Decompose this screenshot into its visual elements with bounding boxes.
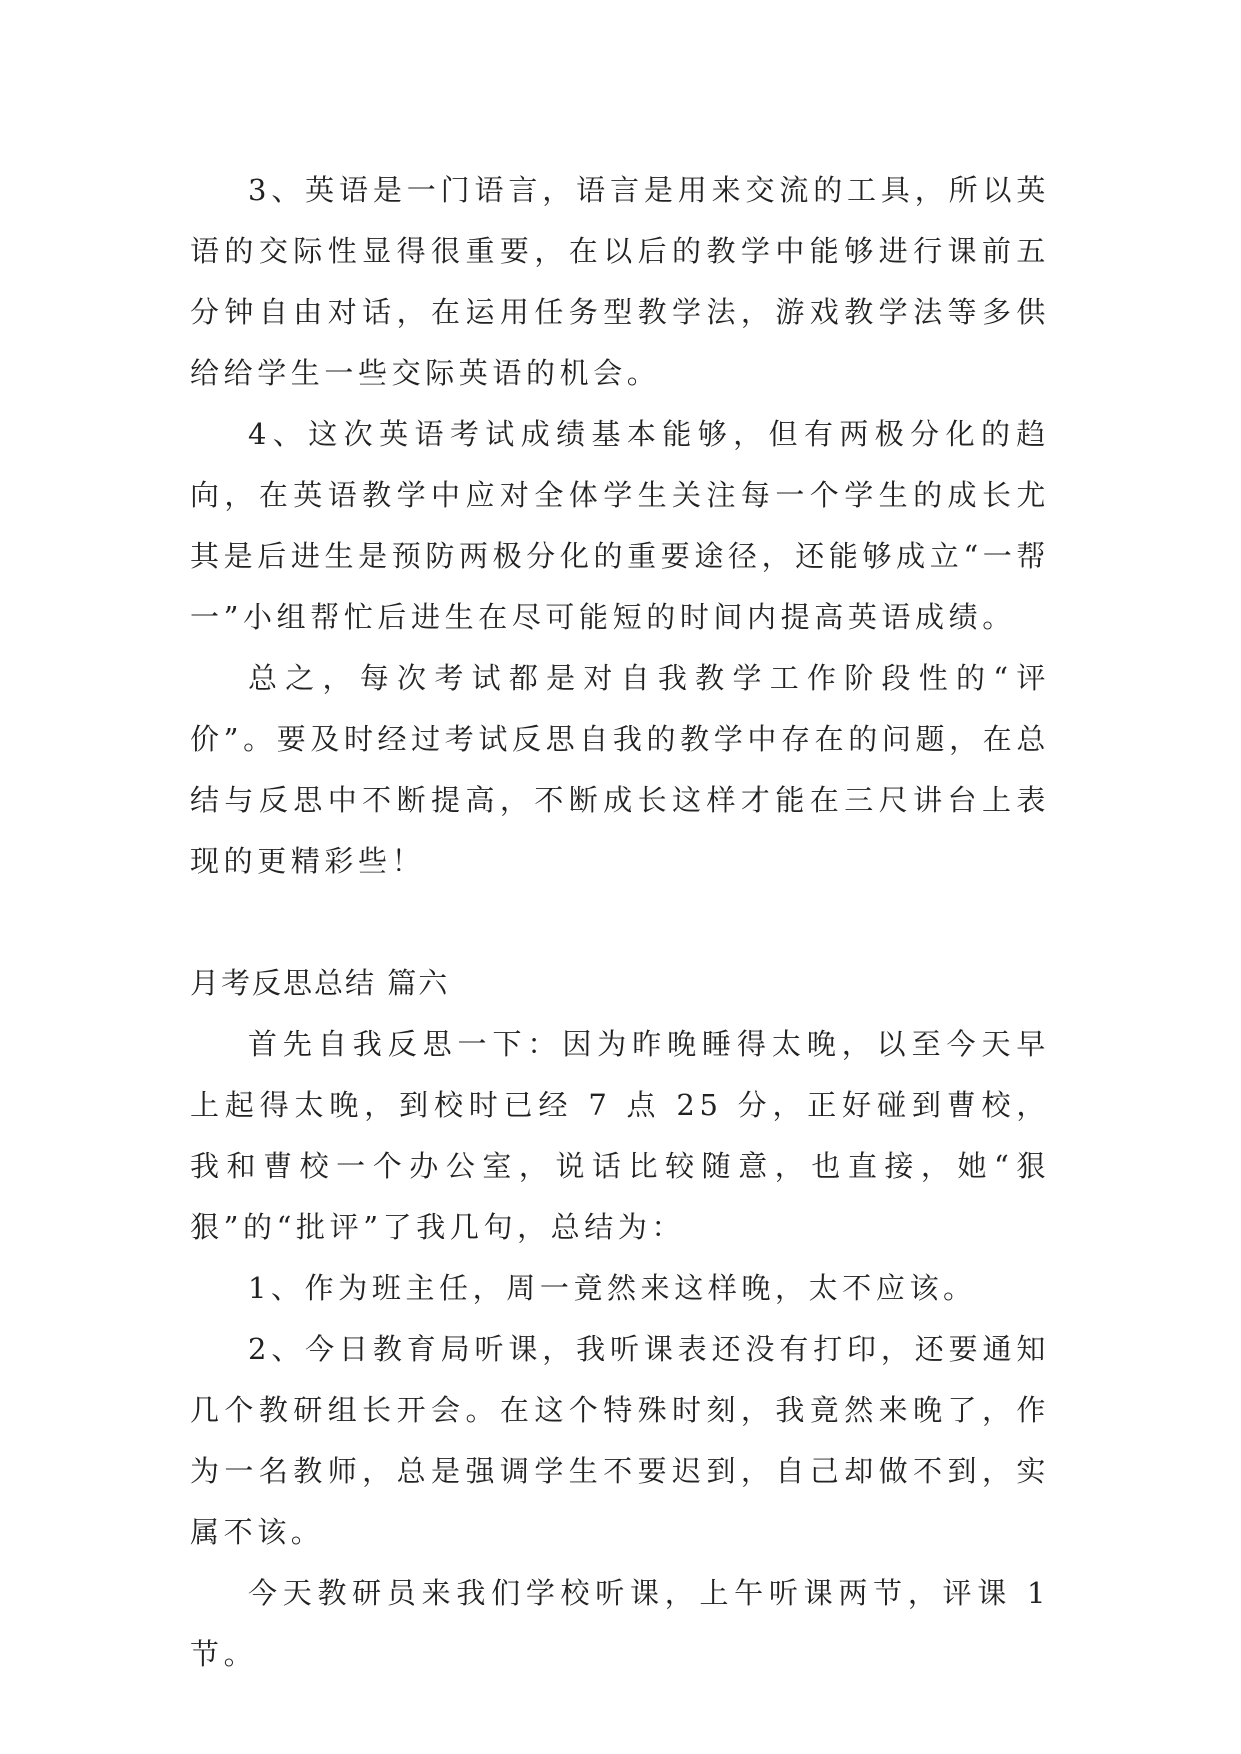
paragraph-summary: 总之，每次考试都是对自我教学工作阶段性的“评价”。要及时经过考试反思自我的教学中存在的问题，在总结与反思中不断提高，不断成长这样才能在三尺讲台上表现的更精彩些！ bbox=[190, 661, 1050, 878]
document-body bbox=[190, 160, 1050, 1685]
paragraph-item-3: 3、英语是一门语言，语言是用来交流的工具，所以英语的交际性显得很重要，在以后的教学中能够进行课前五分钟自由对话，在运用任务型教学法，游戏教学法等多供给给学生一些交际英语的机会。 bbox=[190, 173, 1050, 390]
paragraph-intro: 首先自我反思一下：因为昨晚睡得太晚，以至今天早上起得太晚，到校时已经 7 点 25 分，正好碰到曹校，我和曹校一个办公室，说话比较随意，也直接，她“狠狠”的“批评”了我几句，总结为： bbox=[190, 1027, 1050, 1244]
paragraph-item-4: 4、这次英语考试成绩基本能够，但有两极分化的趋向，在英语教学中应对全体学生关注每一个学生的成长尤其是后进生是预防两极分化的重要途径，还能够成立“一帮一”小组帮忙后进生在尽可能短的时间内提高英语成绩。 bbox=[190, 417, 1050, 634]
paragraph-point-2: 2、今日教育局听课，我听课表还没有打印，还要通知几个教研组长开会。在这个特殊时刻，我竟然来晚了，作为一名教师，总是强调学生不要迟到，自己却做不到，实属不该。 bbox=[190, 1332, 1050, 1549]
paragraph-point-1: 1、作为班主任，周一竟然来这样晚，太不应该。 bbox=[248, 1271, 977, 1305]
section-heading: 月考反思总结 篇六 bbox=[190, 966, 450, 1000]
paragraph-last: 今天教研员来我们学校听课，上午听课两节，评课 1 节。 bbox=[190, 1576, 1050, 1671]
